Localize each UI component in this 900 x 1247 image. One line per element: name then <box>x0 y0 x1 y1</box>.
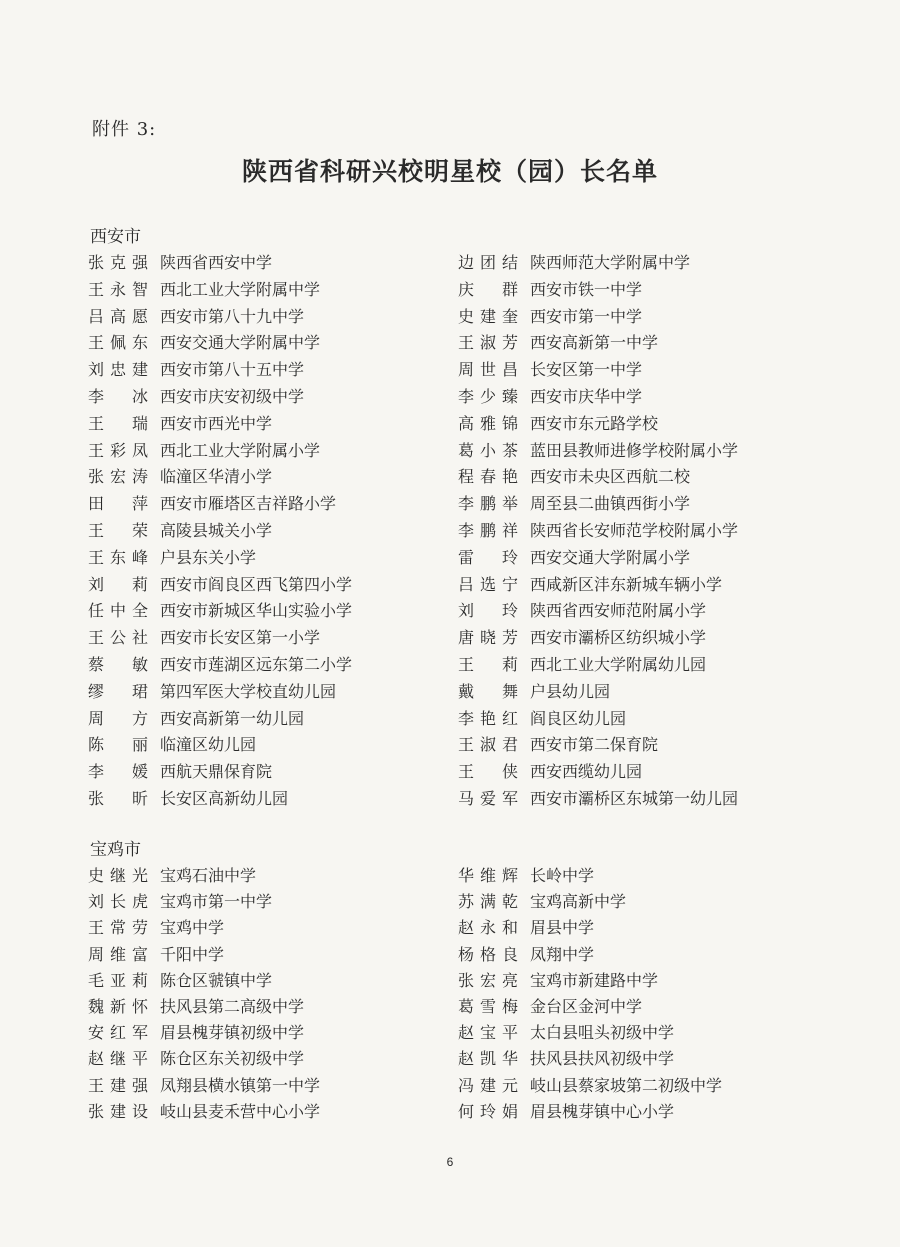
school-name: 高陵县城关小学 <box>160 520 273 540</box>
principal-name: 刘长虎 <box>88 892 148 912</box>
principal-name: 王常劳 <box>88 918 148 938</box>
school-name: 户县东关小学 <box>160 547 257 567</box>
principal-name: 王彩凤 <box>88 440 148 460</box>
school-name: 阎良区幼儿园 <box>530 708 627 728</box>
school-name: 眉县槐芽镇中心小学 <box>530 1101 675 1121</box>
list-item <box>458 625 738 652</box>
left-column <box>88 250 352 813</box>
school-name: 长安区第一中学 <box>530 360 643 380</box>
principal-name: 程春艳 <box>458 467 518 487</box>
school-name: 西安市灞桥区东城第一幼儿园 <box>530 788 739 808</box>
list-item <box>458 942 722 968</box>
school-name: 凤翔中学 <box>530 944 595 964</box>
principal-name: 王荣 <box>88 520 148 540</box>
school-name: 宝鸡市新建路中学 <box>530 970 659 990</box>
school-name: 凤翔县横水镇第一中学 <box>160 1075 321 1095</box>
list-item <box>458 1099 722 1125</box>
principal-name: 冯建元 <box>458 1075 518 1095</box>
school-name: 西安高新第一中学 <box>530 333 659 353</box>
list-item <box>88 250 352 277</box>
principal-name: 周方 <box>88 708 148 728</box>
list-item <box>88 968 320 994</box>
principal-name: 缪珺 <box>88 681 148 701</box>
list-item <box>88 732 352 759</box>
principal-name: 赵凯华 <box>458 1049 518 1069</box>
principal-name: 王侠 <box>458 762 518 782</box>
list-item <box>88 464 352 491</box>
principal-name: 任中全 <box>88 601 148 621</box>
school-name: 西安市第二保育院 <box>530 735 659 755</box>
principal-name: 刘莉 <box>88 574 148 594</box>
school-name: 西安市铁一中学 <box>530 279 643 299</box>
principal-name: 王莉 <box>458 654 518 674</box>
list-item <box>458 357 738 384</box>
principal-name: 张宏亮 <box>458 970 518 990</box>
school-name: 西安市东元路学校 <box>530 413 659 433</box>
principal-name: 张克强 <box>88 253 148 272</box>
list-item <box>458 1046 722 1072</box>
principal-name: 李鹏祥 <box>458 520 518 540</box>
principal-name: 赵永和 <box>458 918 518 938</box>
list-item <box>458 384 738 411</box>
school-name: 陕西师范大学附属中学 <box>530 253 691 272</box>
principal-name: 何玲娟 <box>458 1101 518 1121</box>
principal-name: 吕高愿 <box>88 306 148 326</box>
document-title: 陕西省科研兴校明星校（园）长名单 <box>241 157 658 186</box>
list-item <box>88 915 320 941</box>
principal-name: 田萍 <box>88 494 148 514</box>
school-name: 第四军医大学校直幼儿园 <box>160 681 337 701</box>
list-item <box>88 277 352 304</box>
principal-name: 王永智 <box>88 279 148 299</box>
school-name: 西安市莲湖区远东第二小学 <box>160 654 353 674</box>
school-name: 陕西省西安师范附属小学 <box>530 601 707 621</box>
list-item <box>458 1020 722 1046</box>
school-name: 西安高新第一幼儿园 <box>160 708 305 728</box>
list-item <box>458 863 722 889</box>
list-item <box>458 759 738 786</box>
principal-name: 高雅锦 <box>458 413 518 433</box>
list-item <box>88 411 352 438</box>
school-name: 长安区高新幼儿园 <box>160 788 289 808</box>
principal-name: 王佩东 <box>88 333 148 353</box>
principal-name: 陈丽 <box>88 735 148 755</box>
list-item <box>458 652 738 679</box>
list-item <box>458 330 738 357</box>
list-item <box>88 625 352 652</box>
list-item <box>88 598 352 625</box>
school-name: 千阳中学 <box>160 944 225 964</box>
list-item <box>458 491 738 518</box>
list-item <box>458 518 738 545</box>
principal-name: 王淑君 <box>458 735 518 755</box>
school-name: 西安市第八十五中学 <box>160 360 305 380</box>
list-item <box>458 598 738 625</box>
school-name: 岐山县蔡家坡第二初级中学 <box>530 1075 723 1095</box>
page-number: 6 <box>446 1155 454 1169</box>
school-name: 陈仓区东关初级中学 <box>160 1049 305 1069</box>
school-name: 岐山县麦禾营中心小学 <box>160 1101 321 1121</box>
principal-name: 刘玲 <box>458 601 518 621</box>
principal-name: 王淑芳 <box>458 333 518 353</box>
school-name: 陕西省长安师范学校附属小学 <box>530 520 739 540</box>
principal-name: 华维辉 <box>458 866 518 885</box>
principal-name: 周维富 <box>88 944 148 964</box>
school-name: 户县幼儿园 <box>530 681 611 701</box>
school-name: 西安市雁塔区吉祥路小学 <box>160 494 337 514</box>
list-item <box>88 994 320 1020</box>
school-name: 西安市灞桥区纺织城小学 <box>530 628 707 648</box>
right-column <box>458 863 722 1125</box>
school-name: 宝鸡高新中学 <box>530 892 627 912</box>
list-item <box>88 384 352 411</box>
principal-name: 葛雪梅 <box>458 996 518 1016</box>
school-name: 西安交通大学附属中学 <box>160 333 321 353</box>
list-item <box>88 304 352 331</box>
principal-name: 魏新怀 <box>88 996 148 1016</box>
principal-name: 史继光 <box>88 866 148 885</box>
principal-name: 戴舞 <box>458 681 518 701</box>
school-name: 西安市新城区华山实验小学 <box>160 601 353 621</box>
principal-name: 毛亚莉 <box>88 970 148 990</box>
list-item <box>88 889 320 915</box>
left-column <box>88 863 320 1125</box>
principal-name: 李艳红 <box>458 708 518 728</box>
school-name: 西安市阎良区西飞第四小学 <box>160 574 353 594</box>
school-name: 西航天鼎保育院 <box>160 762 273 782</box>
list-item <box>88 1099 320 1125</box>
attachment-label: 附件 3: <box>92 119 157 140</box>
principal-name: 雷玲 <box>458 547 518 567</box>
principal-name: 张建设 <box>88 1101 148 1121</box>
principal-name: 苏满乾 <box>458 892 518 912</box>
school-name: 西北工业大学附属幼儿园 <box>530 654 707 674</box>
school-name: 长岭中学 <box>530 866 595 885</box>
list-item <box>88 518 352 545</box>
principal-name: 史建奎 <box>458 306 518 326</box>
list-item <box>458 438 738 465</box>
list-item <box>458 732 738 759</box>
list-item <box>458 915 722 941</box>
school-name: 西安市庆华中学 <box>530 386 643 406</box>
school-name: 眉县中学 <box>530 918 595 938</box>
school-name: 西北工业大学附属小学 <box>160 440 321 460</box>
school-name: 西咸新区沣东新城车辆小学 <box>530 574 723 594</box>
school-name: 陈仓区虢镇中学 <box>160 970 273 990</box>
list-item <box>88 942 320 968</box>
list-item <box>458 889 722 915</box>
school-name: 西安西缆幼儿园 <box>530 762 643 782</box>
list-item <box>458 706 738 733</box>
list-item <box>88 545 352 572</box>
city-heading: 宝鸡市 <box>90 840 141 860</box>
list-item <box>458 968 722 994</box>
list-item <box>88 572 352 599</box>
list-item <box>88 357 352 384</box>
principal-name: 王建强 <box>88 1075 148 1095</box>
list-item <box>458 464 738 491</box>
school-name: 西安市第八十九中学 <box>160 306 305 326</box>
principal-name: 刘忠建 <box>88 360 148 380</box>
list-item <box>88 863 320 889</box>
principal-name: 王瑞 <box>88 413 148 433</box>
principal-name: 李少臻 <box>458 386 518 406</box>
school-name: 宝鸡市第一中学 <box>160 892 273 912</box>
right-column <box>458 250 738 813</box>
list-item <box>458 277 738 304</box>
principal-name: 杨格良 <box>458 944 518 964</box>
school-name: 西安市长安区第一小学 <box>160 628 321 648</box>
principal-name: 李冰 <box>88 386 148 406</box>
list-item <box>88 679 352 706</box>
list-item <box>458 1073 722 1099</box>
school-name: 西北工业大学附属中学 <box>160 279 321 299</box>
list-item <box>458 411 738 438</box>
list-item <box>458 994 722 1020</box>
list-item <box>458 572 738 599</box>
principal-name: 吕选宁 <box>458 574 518 594</box>
school-name: 蓝田县教师进修学校附属小学 <box>530 440 739 460</box>
list-item <box>88 652 352 679</box>
principal-name: 安红军 <box>88 1023 148 1043</box>
list-item <box>88 330 352 357</box>
list-item <box>88 759 352 786</box>
school-name: 陕西省西安中学 <box>160 253 273 272</box>
principal-name: 李媛 <box>88 762 148 782</box>
school-name: 西安市西光中学 <box>160 413 273 433</box>
school-name: 周至县二曲镇西街小学 <box>530 494 691 514</box>
principal-name: 葛小茶 <box>458 440 518 460</box>
principal-name: 蔡敏 <box>88 654 148 674</box>
principal-name: 王公社 <box>88 628 148 648</box>
list-item <box>458 304 738 331</box>
list-item <box>88 1073 320 1099</box>
principal-name: 周世昌 <box>458 360 518 380</box>
list-item <box>458 250 738 277</box>
list-item <box>458 679 738 706</box>
principal-name: 张昕 <box>88 788 148 808</box>
school-name: 西安交通大学附属小学 <box>530 547 691 567</box>
school-name: 西安市第一中学 <box>530 306 643 326</box>
list-item <box>88 1020 320 1046</box>
school-name: 临潼区华清小学 <box>160 467 273 487</box>
principal-name: 唐晓芳 <box>458 628 518 648</box>
list-item <box>88 1046 320 1072</box>
list-item <box>88 786 352 813</box>
principal-name: 边团结 <box>458 253 518 272</box>
school-name: 金台区金河中学 <box>530 996 643 1016</box>
school-name: 宝鸡石油中学 <box>160 866 257 885</box>
principal-name: 赵继平 <box>88 1049 148 1069</box>
list-item <box>458 545 738 572</box>
school-name: 眉县槐芽镇初级中学 <box>160 1023 305 1043</box>
principal-name: 庆群 <box>458 279 518 299</box>
school-name: 宝鸡中学 <box>160 918 225 938</box>
list-item <box>458 786 738 813</box>
school-name: 扶风县第二高级中学 <box>160 996 305 1016</box>
list-item <box>88 706 352 733</box>
school-name: 临潼区幼儿园 <box>160 735 257 755</box>
list-item <box>88 438 352 465</box>
list-item <box>88 491 352 518</box>
city-heading: 西安市 <box>90 227 141 247</box>
principal-name: 张宏涛 <box>88 467 148 487</box>
principal-name: 马爱军 <box>458 788 518 808</box>
principal-name: 王东峰 <box>88 547 148 567</box>
principal-name: 李鹏举 <box>458 494 518 514</box>
school-name: 西安市未央区西航二校 <box>530 467 691 487</box>
principal-name: 赵宝平 <box>458 1023 518 1043</box>
school-name: 扶风县扶风初级中学 <box>530 1049 675 1069</box>
school-name: 太白县咀头初级中学 <box>530 1023 675 1043</box>
school-name: 西安市庆安初级中学 <box>160 386 305 406</box>
